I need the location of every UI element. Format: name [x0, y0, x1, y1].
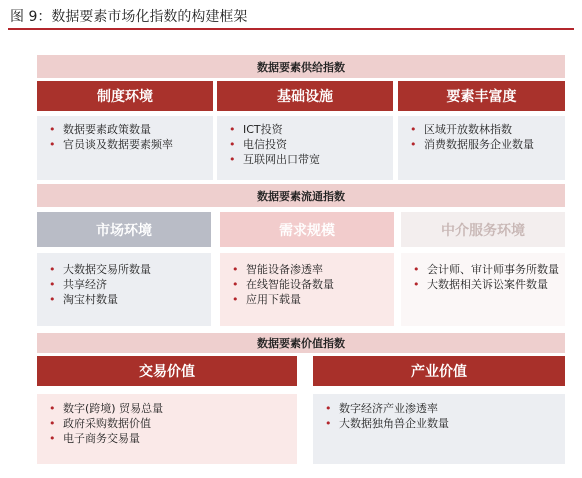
- list-item: • 电信投资: [229, 138, 287, 151]
- richness-indicator-list: [398, 116, 565, 180]
- bullet-icon: •: [229, 123, 236, 136]
- category-institutional-environment: 制度环境: [37, 81, 213, 111]
- category-transaction-value: 交易价值: [37, 356, 297, 386]
- list-item: • 政府采购数据价值: [49, 417, 151, 430]
- category-demand-scale: 需求规模: [220, 212, 394, 247]
- transaction-indicator-list: [37, 394, 297, 464]
- bullet-icon: •: [49, 417, 56, 430]
- list-item: • 会计师、审计师事务所数量: [413, 263, 559, 276]
- category-market-environment: 市场环境: [37, 212, 211, 247]
- category-infrastructure: 基础设施: [217, 81, 393, 111]
- list-item: • 淘宝村数量: [49, 293, 118, 306]
- list-item: • 官员谈及数据要素频率: [49, 138, 173, 151]
- list-item: • 应用下载量: [232, 293, 301, 306]
- bullet-icon: •: [229, 138, 236, 151]
- list-item: • 智能设备渗透率: [232, 263, 323, 276]
- list-item: • 共享经济: [49, 278, 107, 291]
- list-item: • 区域开放数林指数: [410, 123, 512, 136]
- intermediary-indicator-list: [401, 253, 565, 326]
- circulation-index-band: 数据要素流通指数: [37, 184, 565, 207]
- list-item: • 电子商务交易量: [49, 432, 140, 445]
- bullet-icon: •: [229, 153, 236, 166]
- list-item: • 数字经济产业渗透率: [325, 402, 438, 415]
- bullet-icon: •: [410, 123, 417, 136]
- bullet-icon: •: [325, 402, 332, 415]
- bullet-icon: •: [49, 293, 56, 306]
- bullet-icon: •: [232, 278, 239, 291]
- figure-title: 图 9：数据要素市场化指数的构建框架: [10, 9, 248, 25]
- value-index-band: 数据要素价值指数: [37, 333, 565, 353]
- bullet-icon: •: [413, 278, 420, 291]
- list-item: • 消费数据服务企业数量: [410, 138, 534, 151]
- bullet-icon: •: [413, 263, 420, 276]
- bullet-icon: •: [49, 263, 56, 276]
- market-indicator-list: [37, 253, 211, 326]
- list-item: • 大数据相关诉讼案件数量: [413, 278, 548, 291]
- bullet-icon: •: [49, 432, 56, 445]
- list-item: • ICT投资: [229, 123, 283, 136]
- institutional-indicator-list: [37, 116, 213, 180]
- bullet-icon: •: [410, 138, 417, 151]
- industry-indicator-list: [313, 394, 565, 464]
- category-factor-richness: 要素丰富度: [398, 81, 565, 111]
- list-item: • 数据要素政策数量: [49, 123, 151, 136]
- category-industry-value: 产业价值: [313, 356, 565, 386]
- demand-indicator-list: [220, 253, 394, 326]
- list-item: • 大数据独角兽企业数量: [325, 417, 449, 430]
- bullet-icon: •: [325, 417, 332, 430]
- supply-index-band: 数据要素供给指数: [37, 55, 565, 78]
- infrastructure-indicator-list: [217, 116, 393, 180]
- bullet-icon: •: [49, 278, 56, 291]
- bullet-icon: •: [49, 138, 56, 151]
- category-intermediary-services: 中介服务环境: [401, 212, 565, 247]
- list-item: • 数字(跨境) 贸易总量: [49, 402, 164, 415]
- bullet-icon: •: [232, 293, 239, 306]
- bullet-icon: •: [49, 402, 56, 415]
- list-item: • 在线智能设备数量: [232, 278, 334, 291]
- list-item: • 大数据交易所数量: [49, 263, 151, 276]
- list-item: • 互联网出口带宽: [229, 153, 320, 166]
- title-underline: [8, 28, 574, 30]
- bullet-icon: •: [232, 263, 239, 276]
- bullet-icon: •: [49, 123, 56, 136]
